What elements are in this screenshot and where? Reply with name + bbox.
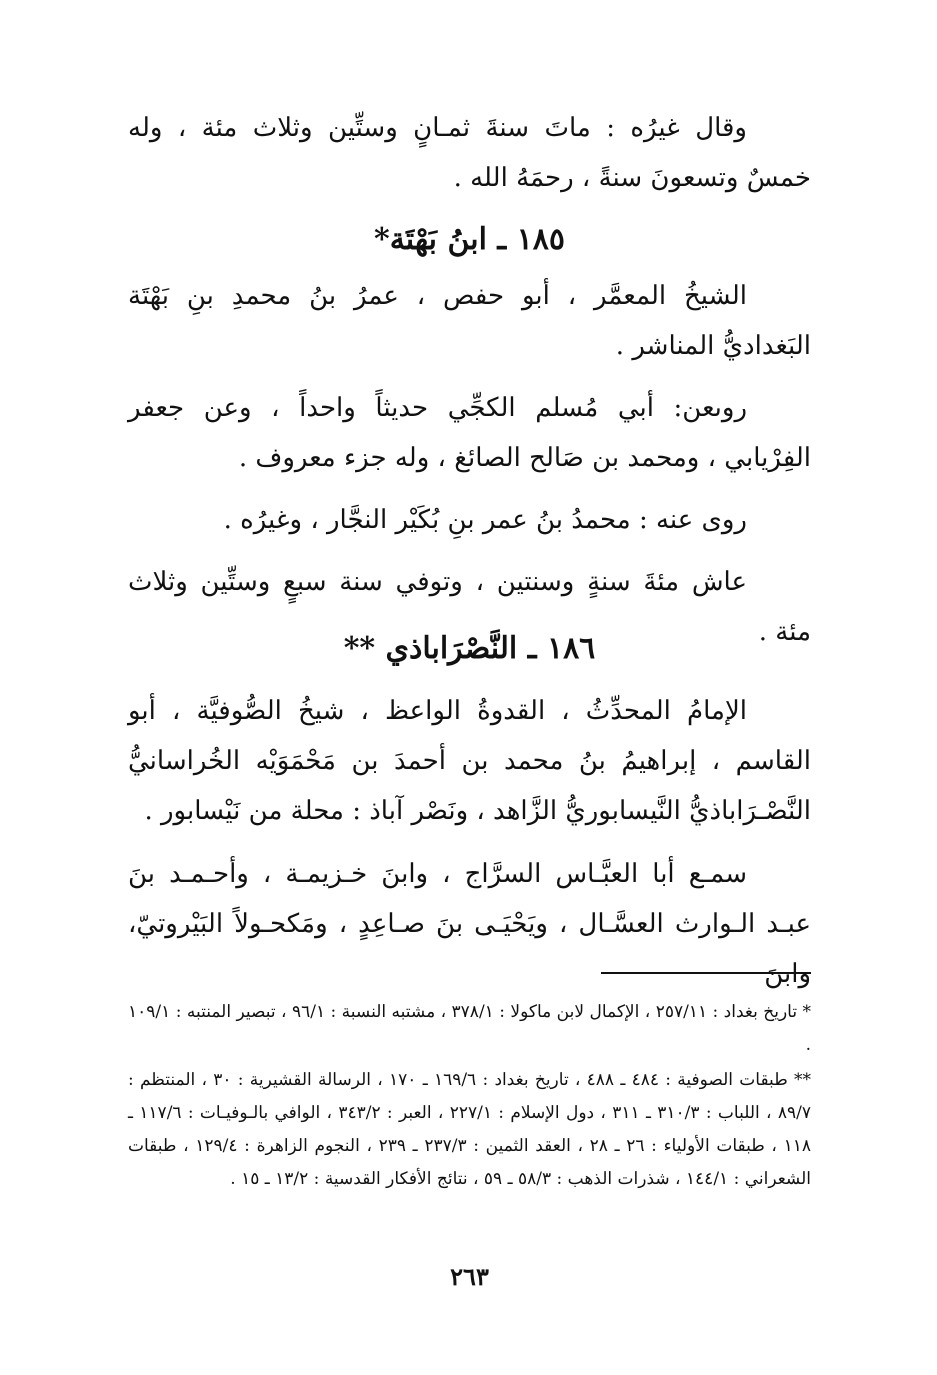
entry-186-intro-paragraph: الإمامُ المحدِّثُ ، القدوةُ الواعظ ، شيخُ الصُّوفيَّة ، أبو القاسم ، إبراهيمُ بنُ محمد بن أحمدَ بن مَحْمَوَيْه الخُراسانيُّ النَّصْـرَاباذيُّ النَّيسابوريُّ الزَّاهد ، ونَصْر آباذ : محلة من نَيْسابور . [128,696,811,826]
page-number: ٢٦٣ [450,1262,489,1291]
footnote-divider [601,972,811,974]
entry-186-hearing-paragraph: سمـع أبا العبَّـاس السرَّاج ، وابنَ خـزيمـة ، وأحـمـد بنَ عبـد الـوارث العسَّـال ، ويَحْيَـى بنَ صـاعِدٍ ، ومَكحـولاً البَيْروتيّ، وابنَ [128,859,811,989]
continuation-paragraph: وقال غيرُه : ماتَ سنةَ ثمـانٍ وستِّين وثلاث مئة ، وله خمسٌ وتسعونَ سنةً ، رحمَهُ الله . [128,113,811,193]
entry-186-heading: ١٨٦ ـ النَّصْرَاباذي ** [343,631,596,666]
entry-185-intro-paragraph: الشيخُ المعمَّر ، أبو حفص ، عمرُ بنُ محمدِ بنِ بَهْتَة البَغداديُّ المناشر . [128,281,811,361]
footnote-2: ** طبقات الصوفية : ٤٨٤ ـ ٤٨٨ ، تاريخ بغداد : ١٦٩/٦ ـ ١٧٠ ، الرسالة القشيرية : ٣٠ ، المنتظم : ٨٩/٧ ، اللباب : ٣١٠/٣ ـ ٣١١ ، دول الإسلام : ٢٢٧/١ ، العبر : ٣٤٣/٢ ، الوافي بالـوفيـات : ١١٧/٦ ـ ١١٨ ، طبقات الأولياء : ٢٦ ـ ٢٨ ، العقد الثمين : ٢٣٧/٣ ـ ٢٣٩ ، النجوم الزاهرة : ١٢٩/٤ ، طبقات الشعراني : ١٤٤/١ ، شذرات الذهب : ٥٨/٣ ـ ٥٩ ، نتائج الأفكار القدسية : ١٣/٢ ـ ١٥ . [128,1070,811,1189]
book-page [128,0,811,1375]
entry-185-teachers-paragraph: روىعن: أبي مُسلم الكجِّي حديثاً واحداً ، وعن جعفر الفِرْيابي ، ومحمد بن صَالح الصائغ ، وله جزء معروف . [128,393,811,473]
entry-185-students-paragraph: روى عنه : محمدُ بنُ عمر بنِ بُكَيْر النجَّار ، وغيرُه . [223,505,747,535]
entry-185-heading: ١٨٥ ـ ابنُ بَهْتَة* [374,222,565,257]
entry-185-death-paragraph: عاش مئةَ سنةٍ وسنتين ، وتوفي سنة سبعٍ وستِّين وثلاث مئة . [128,567,811,647]
footnote-1: * تاريخ بغداد : ٢٥٧/١١ ، الإكمال لابن ماكولا : ٣٧٨/١ ، مشتبه النسبة : ٩٦/١ ، تبصير المنتبه : ١٠٩/١ . [128,1002,811,1055]
